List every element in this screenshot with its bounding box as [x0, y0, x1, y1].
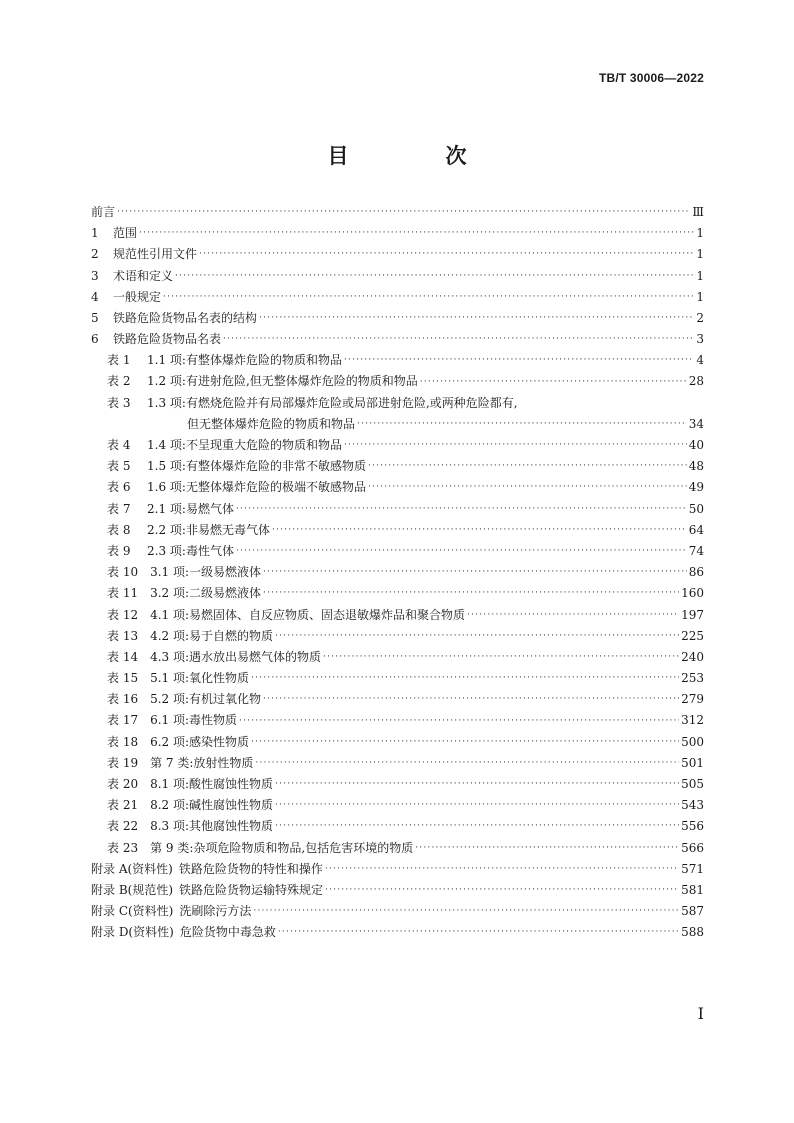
toc-entry-title: 危险货物中毒急救 — [179, 925, 276, 940]
dot-leader — [357, 414, 687, 435]
dot-leader — [275, 816, 679, 837]
toc-entry-number: 表 10 — [107, 565, 139, 580]
toc-entry-title: 1.6 项:无整体爆炸危险的极端不敏感物品 — [147, 480, 366, 495]
toc-entry-page: 587 — [681, 904, 704, 919]
toc-entry-number: 2 — [91, 247, 99, 262]
page-title: 目 次 — [327, 144, 505, 168]
toc-entry-title: 范围 — [113, 226, 138, 241]
toc-entry-title: 5.2 项:有机过氧化物 — [150, 692, 262, 707]
toc-entry-number: 5 — [91, 310, 99, 325]
dot-leader — [236, 499, 687, 520]
toc-entry-title: 洗刷除污方法 — [179, 904, 252, 919]
toc-entry-title: 6.2 项:感染性物质 — [150, 734, 250, 749]
toc-entry-number: 表 7 — [107, 501, 131, 516]
dot-leader — [263, 583, 679, 604]
toc-entry[interactable] — [91, 647, 704, 668]
toc-entry[interactable] — [91, 626, 704, 647]
toc-entry-title: 1.1 项:有整体爆炸危险的物质和物品 — [147, 353, 342, 368]
dot-leader — [368, 477, 687, 498]
toc-entry[interactable] — [91, 583, 704, 604]
toc-entry-label-group — [91, 626, 273, 647]
toc-entry-number: 表 12 — [107, 607, 139, 622]
toc-entry-page: 197 — [681, 607, 704, 622]
dot-leader — [163, 287, 694, 308]
toc-entry[interactable] — [91, 880, 704, 901]
toc-entry-page: 74 — [688, 543, 704, 558]
toc-entry[interactable] — [91, 711, 704, 732]
toc-entry-label-group — [91, 393, 518, 414]
toc-entry[interactable] — [91, 287, 704, 308]
dot-leader — [325, 880, 679, 901]
toc-entry-number: 4 — [91, 289, 99, 304]
dot-leader — [278, 922, 679, 943]
toc-entry-label-group — [91, 647, 321, 668]
toc-entry[interactable] — [91, 689, 704, 710]
toc-entry[interactable] — [91, 795, 704, 816]
toc-entry-number: 表 11 — [107, 586, 139, 601]
toc-entry[interactable] — [91, 901, 704, 922]
toc-entry-page: 1 — [696, 247, 704, 262]
dot-leader — [275, 774, 679, 795]
dot-leader — [272, 520, 687, 541]
toc-entry-page: 501 — [681, 755, 704, 770]
toc-entry-title: 4.2 项:易于自燃的物质 — [150, 628, 274, 643]
toc-entry-page: 49 — [688, 480, 704, 495]
toc-entry-page: 1 — [696, 289, 704, 304]
toc-entry-page: 588 — [681, 925, 704, 940]
toc-entry-label-group — [91, 859, 323, 880]
toc-entry-label-group — [91, 371, 418, 392]
toc-entry-title: 8.1 项:酸性腐蚀性物质 — [150, 777, 274, 792]
toc-entry[interactable] — [91, 541, 704, 562]
toc-entry-page: 40 — [688, 438, 704, 453]
toc-entry-label-group — [91, 562, 261, 583]
dot-leader — [275, 795, 679, 816]
toc-entry[interactable] — [91, 520, 704, 541]
toc-entry[interactable] — [91, 456, 704, 477]
toc-entry-title: 8.3 项:其他腐蚀性物质 — [150, 819, 274, 834]
toc-entry-page: 3 — [696, 332, 704, 347]
toc-entry-page: 86 — [688, 565, 704, 580]
toc-entry-number: 3 — [91, 268, 99, 283]
toc-entry-number: 表 17 — [107, 713, 139, 728]
toc-entry-page: 1 — [696, 226, 704, 241]
toc-entry-number: 6 — [91, 332, 99, 347]
toc-entry[interactable] — [91, 753, 704, 774]
toc-entry[interactable] — [91, 838, 704, 859]
dot-leader — [368, 456, 687, 477]
toc-entry-number: 表 2 — [107, 374, 131, 389]
dot-leader — [259, 308, 694, 329]
dot-leader — [325, 859, 679, 880]
toc-entry-number: 表 1 — [107, 353, 131, 368]
toc-entry-title: 2.2 项:非易燃无毒气体 — [147, 522, 270, 537]
toc-entry-label-group — [91, 244, 197, 265]
toc-entry-title: 一般规定 — [113, 289, 162, 304]
toc-entry[interactable] — [91, 223, 704, 244]
toc-entry-title: 术语和定义 — [113, 268, 174, 283]
toc-entry-page: 64 — [688, 522, 704, 537]
toc-entry-number: 表 8 — [107, 522, 131, 537]
toc-entry-page: 500 — [681, 734, 704, 749]
toc-entry-label-group — [91, 880, 323, 901]
toc-entry-label-group — [91, 499, 234, 520]
toc-entry-label-group — [91, 922, 276, 943]
toc-entry-title: 4.3 项:遇水放出易燃气体的物质 — [150, 649, 322, 664]
toc-entry[interactable] — [91, 202, 704, 223]
toc-entry-label-group — [91, 477, 366, 498]
toc-entry[interactable] — [91, 859, 704, 880]
toc-entry-page: 253 — [681, 671, 704, 686]
toc-entry-page: 505 — [681, 777, 704, 792]
toc-entry-page: Ⅲ — [692, 204, 704, 219]
toc-entry-page: 543 — [681, 798, 704, 813]
toc-entry-page: 566 — [681, 840, 704, 855]
toc-entry-number: 附录 C(资料性) — [91, 904, 174, 919]
toc-entry[interactable] — [91, 350, 704, 371]
toc-entry[interactable] — [91, 499, 704, 520]
toc-entry-number: 表 9 — [107, 543, 131, 558]
toc-entry-label-group — [91, 308, 257, 329]
dot-leader — [255, 753, 679, 774]
toc-entry[interactable] — [91, 732, 704, 753]
toc-entry-label-group — [91, 266, 173, 287]
toc-entry-title: 4.1 项:易燃固体、自反应物质、固态退敏爆炸品和聚合物质 — [150, 607, 466, 622]
toc-entry-title: 铁路危险货物品名表 — [113, 332, 222, 347]
toc-entry-page: 28 — [688, 374, 704, 389]
toc-entry[interactable] — [91, 435, 704, 456]
toc-entry-label-group — [91, 689, 261, 710]
toc-entry-number: 表 5 — [107, 459, 131, 474]
toc-entry[interactable] — [91, 329, 704, 350]
toc-entry-label-group — [91, 795, 273, 816]
toc-entry-number: 表 18 — [107, 734, 139, 749]
dot-leader — [251, 732, 679, 753]
dot-leader — [236, 541, 687, 562]
toc-entry-label-group — [91, 753, 253, 774]
toc-entry-page: 571 — [681, 861, 704, 876]
toc-entry-page: 225 — [681, 628, 704, 643]
toc-entry-title: 第 9 类:杂项危险物质和物品,包括危害环境的物质 — [150, 840, 414, 855]
dot-leader — [223, 329, 694, 350]
toc-entry-page: 50 — [688, 501, 704, 516]
toc-entry-label-group — [91, 583, 261, 604]
dot-leader — [253, 901, 679, 922]
toc-entry-label-group — [91, 774, 273, 795]
toc-entry-title: 前言 — [91, 204, 116, 219]
table-of-contents — [91, 202, 704, 944]
toc-entry-number: 表 13 — [107, 628, 139, 643]
toc-entry-label-group — [91, 668, 249, 689]
page-number: I — [697, 1004, 704, 1023]
toc-entry[interactable] — [91, 477, 704, 498]
toc-entry-title: 1.2 项:有进射危险,但无整体爆炸危险的物质和物品 — [147, 374, 418, 389]
toc-entry-number: 表 4 — [107, 438, 131, 453]
toc-entry-title: 但无整体爆炸危险的物质和物品 — [187, 416, 356, 431]
toc-entry-page: 581 — [681, 882, 704, 897]
toc-entry-label-group — [91, 901, 251, 922]
toc-entry-label-group — [91, 414, 355, 435]
dot-leader — [344, 350, 694, 371]
toc-entry-label-group — [91, 456, 366, 477]
toc-entry-label-group — [91, 202, 115, 223]
toc-entry-page: 34 — [688, 416, 704, 431]
dot-leader — [139, 223, 694, 244]
toc-entry-number: 附录 D(资料性) — [91, 925, 174, 940]
toc-entry-number: 表 15 — [107, 671, 139, 686]
dot-leader — [251, 668, 679, 689]
toc-entry-title: 5.1 项:氧化性物质 — [150, 671, 250, 686]
toc-entry[interactable] — [91, 244, 704, 265]
toc-entry[interactable] — [91, 605, 704, 626]
toc-entry-title: 2.3 项:毒性气体 — [147, 543, 234, 558]
toc-entry-title: 铁路危险货物运输特殊规定 — [179, 882, 324, 897]
toc-entry[interactable] — [91, 266, 704, 287]
dot-leader — [175, 266, 694, 287]
toc-entry-title: 6.1 项:毒性物质 — [150, 713, 238, 728]
toc-entry-label-group — [91, 435, 342, 456]
toc-entry-label-group — [91, 816, 273, 837]
dot-leader — [239, 711, 679, 732]
toc-entry-page: 4 — [696, 353, 704, 368]
dot-leader — [420, 372, 687, 393]
toc-entry-number: 表 3 — [107, 395, 131, 410]
dot-leader — [415, 838, 679, 859]
dot-leader — [344, 435, 687, 456]
toc-entry-title: 铁路危险货物品名表的结构 — [113, 310, 258, 325]
toc-entry-number: 表 23 — [107, 840, 139, 855]
toc-entry[interactable] — [91, 922, 704, 943]
toc-entry[interactable] — [91, 372, 704, 393]
toc-entry-page: 48 — [688, 459, 704, 474]
dot-leader — [117, 202, 690, 223]
toc-entry-label-group — [91, 350, 342, 371]
toc-entry-label-group — [91, 838, 413, 859]
toc-entry-title: 3.2 项:二级易燃液体 — [150, 586, 262, 601]
toc-entry-label-group — [91, 287, 161, 308]
toc-entry-label-group — [91, 732, 249, 753]
toc-entry[interactable] — [91, 668, 704, 689]
toc-entry-title: 第 7 类:放射性物质 — [150, 755, 254, 770]
dot-leader — [467, 605, 679, 626]
toc-entry-number: 附录 B(规范性) — [91, 882, 173, 897]
toc-entry-label-group — [91, 520, 270, 541]
toc-entry-number: 1 — [91, 226, 99, 241]
toc-entry[interactable] — [91, 308, 704, 329]
toc-entry-number: 表 19 — [107, 755, 139, 770]
dot-leader — [263, 562, 687, 583]
toc-entry-page: 279 — [681, 692, 704, 707]
dot-leader — [263, 689, 679, 710]
toc-entry-title: 1.3 项:有燃烧危险并有局部爆炸危险或局部进射危险,或两种危险都有, — [147, 395, 518, 410]
toc-entry-title: 1.4 项:不呈现重大危险的物质和物品 — [147, 438, 342, 453]
toc-entry-page: 160 — [681, 586, 704, 601]
toc-entry-page: 1 — [696, 268, 704, 283]
dot-leader — [199, 244, 694, 265]
toc-entry[interactable] — [91, 562, 704, 583]
toc-entry-label-group — [91, 541, 234, 562]
toc-entry[interactable] — [91, 393, 704, 414]
toc-entry-page: 556 — [681, 819, 704, 834]
toc-entry-title: 规范性引用文件 — [113, 247, 198, 262]
toc-entry-title: 2.1 项:易燃气体 — [147, 501, 234, 516]
toc-entry-label-group — [91, 329, 221, 350]
toc-entry-number: 表 20 — [107, 777, 139, 792]
toc-entry[interactable] — [91, 816, 704, 837]
toc-entry-title: 铁路危险货物的特性和操作 — [178, 861, 323, 876]
toc-entry-number: 表 6 — [107, 480, 131, 495]
toc-entry-number: 表 16 — [107, 692, 139, 707]
toc-entry-label-group — [91, 605, 465, 626]
toc-entry-label-group — [91, 223, 137, 244]
toc-entry-number: 表 14 — [107, 649, 139, 664]
toc-entry-number: 表 21 — [107, 798, 139, 813]
dot-leader — [275, 626, 679, 647]
toc-entry-page: 240 — [681, 649, 704, 664]
toc-entry-title: 8.2 项:碱性腐蚀性物质 — [150, 798, 274, 813]
toc-entry-number: 表 22 — [107, 819, 139, 834]
toc-entry-title: 3.1 项:一级易燃液体 — [150, 565, 262, 580]
toc-entry-label-group — [91, 710, 237, 731]
toc-entry-page: 2 — [696, 310, 704, 325]
toc-entry[interactable] — [91, 774, 704, 795]
dot-leader — [323, 647, 679, 668]
toc-entry-title: 1.5 项:有整体爆炸危险的非常不敏感物质 — [147, 459, 366, 474]
toc-entry-page: 312 — [681, 713, 704, 728]
document-code: TB/T 30006—2022 — [598, 71, 704, 85]
toc-entry[interactable] — [91, 414, 704, 435]
toc-entry-number: 附录 A(资料性) — [91, 861, 173, 876]
